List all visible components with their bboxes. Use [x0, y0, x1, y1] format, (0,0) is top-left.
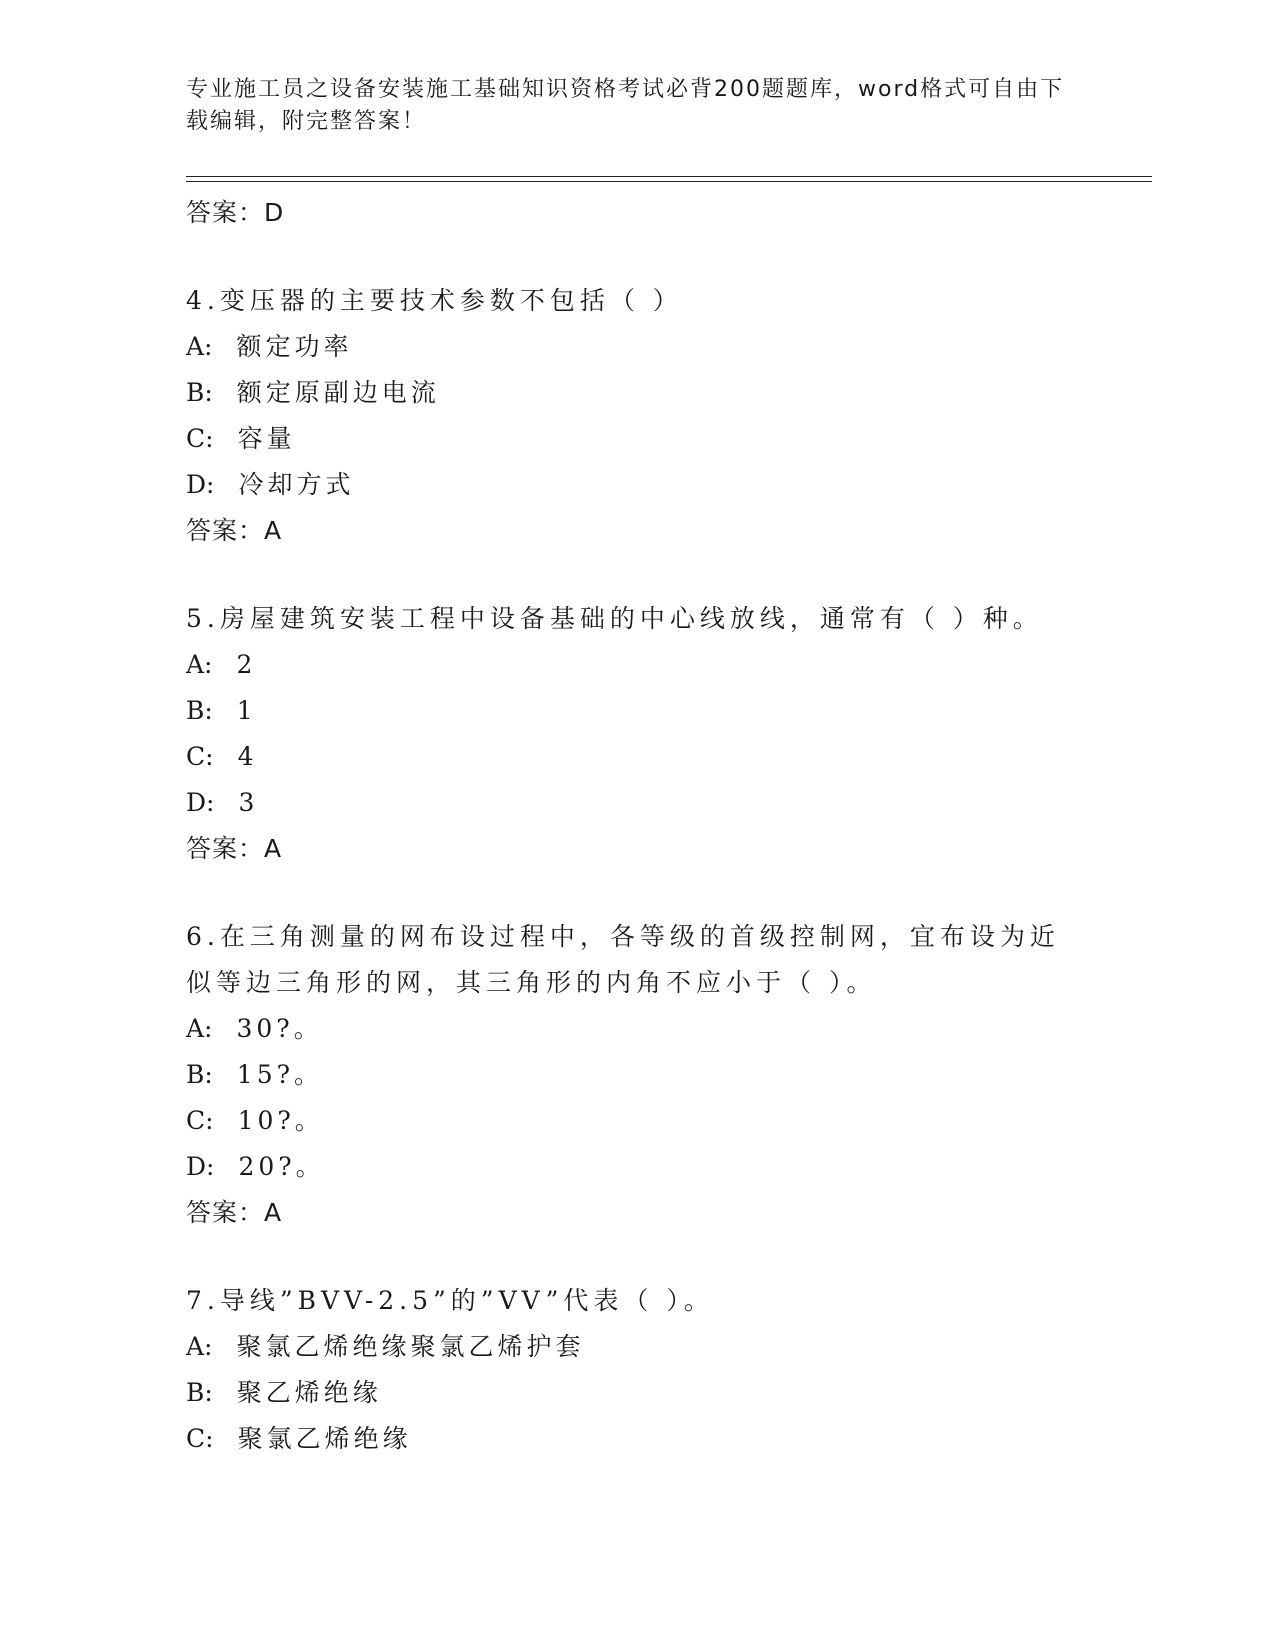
option-text: 1: [236, 696, 257, 725]
option-key: C:: [186, 1106, 214, 1135]
question-6: [186, 914, 1146, 1236]
option-text: 2: [236, 650, 257, 679]
document-header: 专业施工员之设备安装施工基础知识资格考试必背200题题库，word格式可自由下载编辑，附完整答案！: [186, 77, 1065, 134]
option-c: [186, 416, 1146, 462]
header-divider-top: [186, 176, 1152, 177]
option-key: C:: [186, 424, 214, 453]
header-divider-bottom: [186, 181, 1152, 182]
option-a: [186, 642, 1146, 688]
option-text: 额定原副边电流: [236, 378, 440, 407]
question-4: [186, 278, 1146, 554]
question-answer: 答案：A: [186, 516, 283, 545]
option-text: 10?。: [237, 1106, 324, 1135]
question-text: 6.在三角测量的网布设过程中，各等级的首级控制网，宜布设为近似等边三角形的网，其三角形的内角不应小于（ ）。: [186, 922, 1060, 997]
option-d: [186, 462, 1146, 508]
option-d: [186, 780, 1146, 826]
option-c: [186, 1416, 1146, 1462]
option-a: [186, 324, 1146, 370]
option-text: 4: [237, 742, 258, 771]
option-text: 30?。: [236, 1014, 323, 1043]
option-key: A:: [186, 332, 213, 361]
question-answer: 答案：A: [186, 834, 283, 863]
option-text: 聚乙烯绝缘: [236, 1378, 382, 1407]
option-key: B:: [186, 1060, 213, 1089]
option-b: [186, 1370, 1146, 1416]
option-b: [186, 370, 1146, 416]
option-key: D:: [186, 470, 215, 499]
question-text: 4.变压器的主要技术参数不包括（ ）: [186, 286, 683, 315]
option-text: 额定功率: [236, 332, 353, 361]
question-7: [186, 1278, 1146, 1462]
option-key: C:: [186, 1424, 214, 1453]
option-c: [186, 1098, 1146, 1144]
option-key: C:: [186, 742, 214, 771]
option-text: 聚氯乙烯绝缘: [237, 1424, 412, 1453]
option-a: [186, 1324, 1146, 1370]
option-key: A:: [186, 1014, 213, 1043]
option-text: 20?。: [238, 1152, 325, 1181]
option-key: D:: [186, 1152, 215, 1181]
question-answer: 答案：A: [186, 1198, 283, 1227]
question-text: 7.导线”BVV-2.5”的”VV”代表（ ）。: [186, 1286, 714, 1315]
option-b: [186, 688, 1146, 734]
option-text: 3: [238, 788, 259, 817]
option-key: B:: [186, 378, 213, 407]
option-key: B:: [186, 696, 213, 725]
question-list: [186, 190, 1146, 1462]
option-text: 容量: [237, 424, 296, 453]
option-key: A:: [186, 650, 213, 679]
option-key: A:: [186, 1332, 213, 1361]
question-text: 5.房屋建筑安装工程中设备基础的中心线放线，通常有（ ）种。: [186, 604, 1043, 633]
option-b: [186, 1052, 1146, 1098]
question-5: [186, 596, 1146, 872]
option-text: 聚氯乙烯绝缘聚氯乙烯护套: [236, 1332, 585, 1361]
option-key: D:: [186, 788, 215, 817]
option-d: [186, 1144, 1146, 1190]
option-text: 冷却方式: [238, 470, 355, 499]
option-c: [186, 734, 1146, 780]
option-a: [186, 1006, 1146, 1052]
option-text: 15?。: [236, 1060, 324, 1089]
previous-question-answer: 答案：D: [186, 198, 285, 227]
option-key: B:: [186, 1378, 213, 1407]
